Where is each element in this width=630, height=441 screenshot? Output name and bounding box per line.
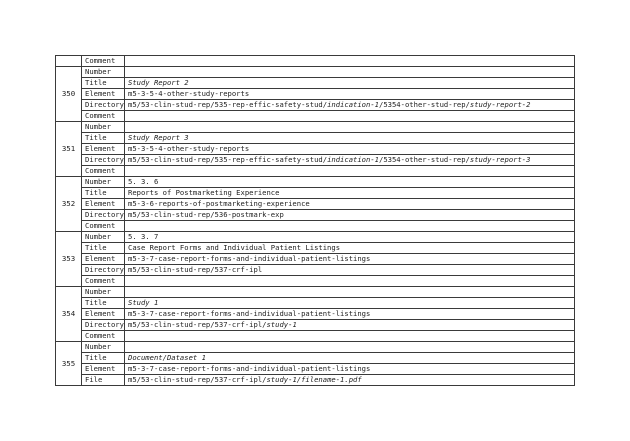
- table-row: [56, 320, 575, 331]
- table-row: [56, 265, 575, 276]
- field-value: [125, 111, 575, 122]
- field-label: Title: [82, 78, 125, 89]
- table-row: [56, 254, 575, 265]
- field-value-text: m5/53-clin-stud-rep/536-postmark-exp: [128, 210, 284, 219]
- field-value-variable: study-1: [266, 320, 297, 329]
- field-value: [125, 199, 575, 210]
- field-value-variable: study-report-2: [469, 100, 531, 109]
- field-value: [125, 210, 575, 221]
- entry-number: 354: [56, 287, 82, 342]
- table-row: [56, 364, 575, 375]
- field-label: Title: [82, 298, 125, 309]
- field-value-text: Study 1: [128, 298, 159, 307]
- field-label: Element: [82, 89, 125, 100]
- field-label: Comment: [82, 166, 125, 177]
- table-row: [56, 188, 575, 199]
- table-row: [56, 276, 575, 287]
- field-label: Title: [82, 133, 125, 144]
- field-label: Number: [82, 67, 125, 78]
- table-row: [56, 100, 575, 111]
- field-value-text: 5. 3. 6: [128, 177, 159, 186]
- table-row: [56, 232, 575, 243]
- field-value: [125, 133, 575, 144]
- table-row: [56, 166, 575, 177]
- field-label: Directory: [82, 100, 125, 111]
- table-row: [56, 309, 575, 320]
- field-value: [125, 298, 575, 309]
- field-value-text: m5/53-clin-stud-rep/535-rep-effic-safety-stud/: [128, 155, 328, 164]
- table-row: [56, 56, 575, 67]
- field-value: [125, 166, 575, 177]
- field-label: Element: [82, 309, 125, 320]
- field-value: [125, 89, 575, 100]
- field-value-variable: indication-1: [327, 155, 379, 164]
- field-value-text: m5/53-clin-stud-rep/537-crf-ipl/: [128, 320, 267, 329]
- field-value-text: /5354-other-stud-rep/: [379, 155, 470, 164]
- field-value: [125, 100, 575, 111]
- document-page: [55, 55, 575, 386]
- field-label: Comment: [82, 111, 125, 122]
- field-value: [125, 56, 575, 67]
- field-value-variable: study-report-3: [469, 155, 531, 164]
- table-row: [56, 155, 575, 166]
- table-row: [56, 177, 575, 188]
- spec-table: [55, 55, 575, 386]
- field-value-text: Case Report Forms and Individual Patient Listings: [128, 243, 341, 252]
- table-row: [56, 122, 575, 133]
- field-value: [125, 320, 575, 331]
- field-label: Directory: [82, 265, 125, 276]
- spec-table-body: [56, 56, 575, 386]
- entry-number: 353: [56, 232, 82, 287]
- field-value-variable: indication-1: [327, 100, 379, 109]
- field-value-text: m5-3-7-case-report-forms-and-individual-patient-listings: [128, 254, 371, 263]
- field-label: Number: [82, 342, 125, 353]
- field-value-text: 5. 3. 7: [128, 232, 159, 241]
- field-value: [125, 78, 575, 89]
- table-row: [56, 78, 575, 89]
- table-row: [56, 199, 575, 210]
- field-value: [125, 342, 575, 353]
- field-label: Directory: [82, 320, 125, 331]
- field-value: [125, 232, 575, 243]
- field-value: [125, 67, 575, 78]
- field-label: Comment: [82, 331, 125, 342]
- table-row: [56, 221, 575, 232]
- field-label: Comment: [82, 221, 125, 232]
- table-row: [56, 67, 575, 78]
- field-label: Element: [82, 199, 125, 210]
- field-value: [125, 276, 575, 287]
- field-value: [125, 375, 575, 386]
- entry-number: 350: [56, 67, 82, 122]
- entry-number-cell: [56, 56, 82, 67]
- field-label: Comment: [82, 276, 125, 287]
- table-row: [56, 210, 575, 221]
- field-value: [125, 155, 575, 166]
- field-value: [125, 177, 575, 188]
- field-label: Title: [82, 243, 125, 254]
- table-row: [56, 89, 575, 100]
- field-label: Comment: [82, 56, 125, 67]
- field-label: Directory: [82, 210, 125, 221]
- field-label: Element: [82, 364, 125, 375]
- field-value: [125, 353, 575, 364]
- field-value-text: m5-3-5-4-other-study-reports: [128, 144, 250, 153]
- field-value: [125, 243, 575, 254]
- field-value-text: /5354-other-stud-rep/: [379, 100, 470, 109]
- table-row: [56, 353, 575, 364]
- table-row: [56, 342, 575, 353]
- field-value-text: m5/53-clin-stud-rep/537-crf-ipl/: [128, 375, 267, 384]
- table-row: [56, 287, 575, 298]
- field-value: [125, 254, 575, 265]
- field-label: Element: [82, 144, 125, 155]
- field-value: [125, 144, 575, 155]
- field-label: File: [82, 375, 125, 386]
- table-row: [56, 375, 575, 386]
- field-value: [125, 309, 575, 320]
- field-value: [125, 364, 575, 375]
- field-value: [125, 221, 575, 232]
- field-label: Number: [82, 232, 125, 243]
- field-value: [125, 122, 575, 133]
- field-value: [125, 265, 575, 276]
- entry-number: 351: [56, 122, 82, 177]
- field-value-text: Reports of Postmarketing Experience: [128, 188, 280, 197]
- field-label: Title: [82, 353, 125, 364]
- field-label: Number: [82, 287, 125, 298]
- field-label: Directory: [82, 155, 125, 166]
- field-label: Number: [82, 177, 125, 188]
- field-label: Element: [82, 254, 125, 265]
- field-value-text: m5-3-5-4-other-study-reports: [128, 89, 250, 98]
- field-value-text: m5-3-7-case-report-forms-and-individual-patient-listings: [128, 364, 371, 373]
- table-row: [56, 243, 575, 254]
- field-label: Title: [82, 188, 125, 199]
- field-value-text: Study Report 2: [128, 78, 189, 87]
- entry-number: 352: [56, 177, 82, 232]
- field-value-text: m5-3-7-case-report-forms-and-individual-patient-listings: [128, 309, 371, 318]
- field-value-text: Study Report 3: [128, 133, 189, 142]
- table-row: [56, 133, 575, 144]
- field-value: [125, 287, 575, 298]
- field-value-text: m5/53-clin-stud-rep/537-crf-ipl: [128, 265, 263, 274]
- field-value: [125, 331, 575, 342]
- table-row: [56, 111, 575, 122]
- field-value-text: m5/53-clin-stud-rep/535-rep-effic-safety-stud/: [128, 100, 328, 109]
- field-value-variable: study-1/filename-1.pdf: [266, 375, 362, 384]
- entry-number: 355: [56, 342, 82, 386]
- field-value-text: Document/Dataset 1: [128, 353, 206, 362]
- field-value-text: m5-3-6-reports-of-postmarketing-experience: [128, 199, 310, 208]
- table-row: [56, 144, 575, 155]
- field-value: [125, 188, 575, 199]
- table-row: [56, 331, 575, 342]
- field-label: Number: [82, 122, 125, 133]
- table-row: [56, 298, 575, 309]
